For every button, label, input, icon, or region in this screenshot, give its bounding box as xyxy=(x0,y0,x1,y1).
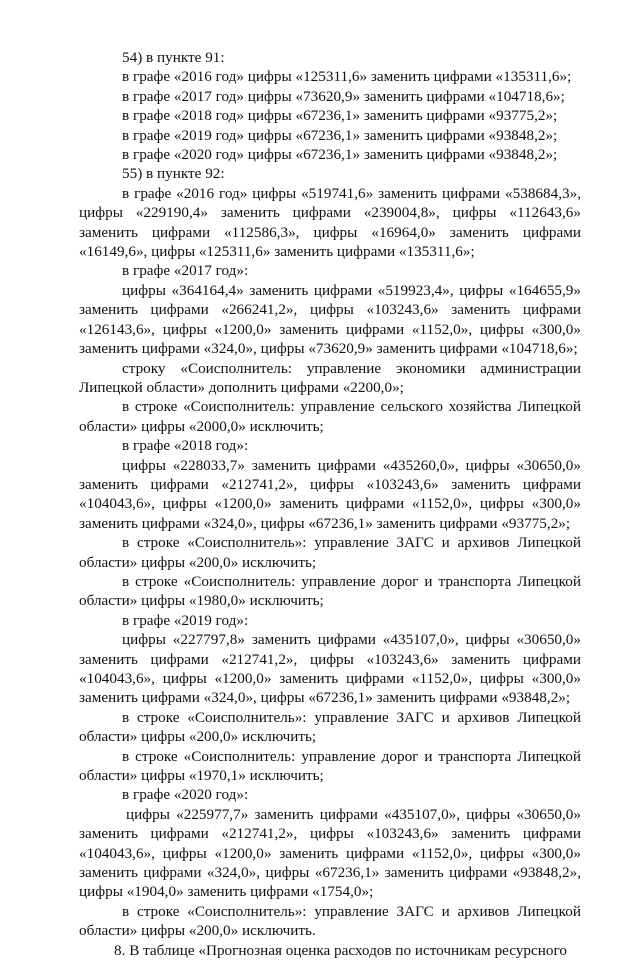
paragraph: цифры «225977,7» заменить цифрами «435107,0», цифры «30650,0» заменить цифрами «212741,2», цифры «103243,6» заменить цифрами «104043,6», цифры «1200,0» заменить цифрами «1152,0», цифры «300,0» заменить цифрами «324,0», цифры «67236,1» заменить цифрами «93848,2», цифры «1904,0» заменить цифрами «1754,0»; xyxy=(79,805,581,901)
paragraph: в графе «2020 год»: xyxy=(122,786,249,804)
paragraph: в графе «2019 год» цифры «67236,1» заменить цифрами «93848,2»; xyxy=(122,126,558,144)
paragraph: цифры «227797,8» заменить цифрами «435107,0», цифры «30650,0» заменить цифрами «212741,2», цифры «103243,6» заменить цифрами «104043,6», цифры «1200,0» заменить цифрами «1152,0», цифры «300,0» заменить цифрами «324,0», цифры «67236,1» заменить цифрами «93848,2»; xyxy=(79,631,581,707)
paragraph: в графе «2017 год» цифры «73620,9» заменить цифрами «104718,6»; xyxy=(122,87,565,105)
paragraph: 55) в пункте 92: xyxy=(122,165,225,183)
paragraph: в строке «Соисполнитель»: управление ЗАГС и архивов Липецкой области» цифры «200,0» исключить. xyxy=(79,902,581,940)
paragraph: в строке «Соисполнитель»: управление ЗАГС и архивов Липецкой области» цифры «200,0» исключить; xyxy=(79,534,581,571)
paragraph: 54) в пункте 91: xyxy=(122,49,225,66)
paragraph: цифры «364164,4» заменить цифрами «519923,4», цифры «164655,9» заменить цифрами «266241,2», цифры «103243,6» заменить цифрами «126143,6», цифры «1200,0» заменить цифрами «1152,0», цифры «300,0» заменить цифрами «324,0», цифры «73620,9» заменить цифрами «104718,6»; xyxy=(79,281,581,358)
paragraph: 8. В таблице «Прогнозная оценка расходов по источникам ресурсного xyxy=(114,941,567,959)
paragraph: в графе «2016 год» цифры «519741,6» заменить цифрами «538684,3», цифры «229190,4» заменить цифрами «239004,8», цифры «112643,6» заменить цифрами «112586,3», цифры «16964,0» заменить цифрами «16149,6», цифры «125311,6» заменить цифрами «135311,6»; xyxy=(79,184,581,261)
paragraph: в графе «2018 год» цифры «67236,1» заменить цифрами «93775,2»; xyxy=(122,107,558,125)
paragraph: в графе «2020 год» цифры «67236,1» заменить цифрами «93848,2»; xyxy=(122,146,558,164)
document-page xyxy=(79,48,581,960)
paragraph: в графе «2017 год»: xyxy=(122,262,249,280)
paragraph: в строке «Соисполнитель: управление сельского хозяйства Липецкой области» цифры «2000,0» исключить; xyxy=(79,398,581,435)
paragraph: цифры «228033,7» заменить цифрами «435260,0», цифры «30650,0» заменить цифрами «212741,2», цифры «103243,6» заменить цифрами «104043,6», цифры «1200,0» заменить цифрами «1152,0», цифры «300,0» заменить цифрами «324,0», цифры «67236,1» заменить цифрами «93775,2»; xyxy=(79,456,581,532)
paragraph: строку «Соисполнитель: управление экономики администрации Липецкой области» дополнить цифрами «2200,0»; xyxy=(79,359,581,396)
paragraph: в строке «Соисполнитель: управление дорог и транспорта Липецкой области» цифры «1970,1» исключить; xyxy=(79,747,581,785)
paragraph: в графе «2019 год»: xyxy=(122,611,249,629)
paragraph: в строке «Соисполнитель: управление дорог и транспорта Липецкой области» цифры «1980,0» исключить; xyxy=(79,572,581,610)
paragraph: в графе «2016 год» цифры «125311,6» заменить цифрами «135311,6»; xyxy=(122,68,572,86)
paragraph: в графе «2018 год»: xyxy=(122,437,249,455)
paragraph: в строке «Соисполнитель»: управление ЗАГС и архивов Липецкой области» цифры «200,0» исключить; xyxy=(79,708,581,746)
